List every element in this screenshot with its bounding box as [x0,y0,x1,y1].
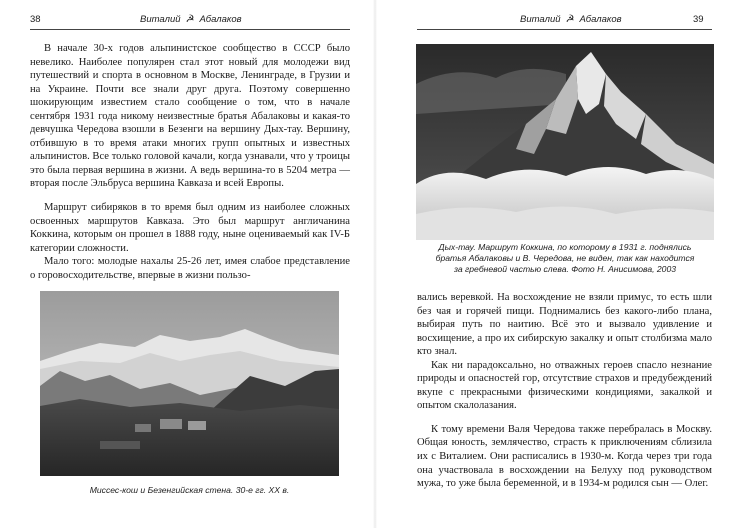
right-header-rule [417,29,712,30]
photo-caption-left: Миссес-кош и Безенгийская стена. 30-е гг. XX в. [89,485,290,495]
right-running-title [520,14,622,25]
running-title-first: Виталий [140,14,181,25]
running-title-last: Абалаков [579,14,622,25]
caption-line: Дых-тау. Маршрут Коккина, по которому в 1931 г. поднялись [438,242,692,252]
right-page-number: 39 [693,14,704,25]
right-running-head [375,14,750,28]
photo-misses-kosh-image [40,291,339,476]
paragraph: вались веревкой. На восхождение не взяли примус, то есть шли без чая и горячей пищи. Поднимались без какого-либо плана, выбирая путь по наитию. Всё это и вызвало удивление и восхищение, а про их сибирскую закалку и опыт столбизма мало кто знал. [417,292,712,358]
right-body-text [417,291,712,491]
caption-line: братья Абалаковы и В. Чередова, не виден, так как находится [435,253,695,263]
right-page [375,0,750,528]
hammer-sickle-icon: ☭ [185,14,195,25]
paragraph: В начале 30-х годов альпинистское сообщество в СССР было невелико. Наиболее популярен стал этот новый для молодежи вид путешествий и спорта в основном в Москве, Ленинграде, в Грузии и на Украине. Почти все знали друг друга. Поэтому совершенно шокирующим известием стало сообщение о том, что в начале сентября 1931 года никому неизвестные братья Абалаковы и какая-то девчушка Чередова взошли в Безенги на вершину Дых-тау. Вершину, отбившую в то время атаки многих групп опытных и известных альпинистов. Все только головой качали, когда узнавали, что у троицы это была первая вершина в жизни. А ведь вершина-то в 5204 метра — вторая после Эльбруса вершина Кавказа и всей Европы. [30,43,350,190]
photo-misses-kosh [40,291,339,476]
photo-dykh-tau [416,44,714,240]
caption-line: за гребневой частью слева. Фото Н. Анисимова, 2003 [453,264,677,274]
paragraph: Как ни парадоксально, но отважных героев спасло незнание природы и опасностей гор, отсутствие страхов и предубеждений вкупе с прекрасными физическими кондициями, закалкой и опытом скалолазания. [417,359,712,412]
paragraph: К тому времени Валя Чередова также перебралась в Москву. Общая юность, землячество, страсть к приключениям сблизила их с Виталием. Они расписались в 1930-м. Когда через три года она участвовала в восхождении на Белуху под руководством мужа, то уже была беременной, и в 1934-м родился сын — Олег. [417,423,712,490]
running-title-last: Абалаков [199,14,242,25]
paragraph: Мало того: молодые нахалы 25-26 лет, имея слабое представление о горовосходительстве, впервые в жизни пользо- [30,256,350,281]
left-body-text [30,42,350,282]
photo-dykh-tau-image [416,44,714,240]
photo-caption-right [416,242,714,275]
left-running-title [140,14,242,25]
left-header-rule [30,29,350,30]
hammer-sickle-icon: ☭ [565,14,575,25]
running-title-first: Виталий [520,14,561,25]
paragraph: Маршрут сибиряков в то время был одним из наиболее сложных освоенных маршрутов Кавказа. Это был маршрут англичанина Коккина, которым он прошел в 1888 году, ныне оцениваемый как IV-Б категории сложности. [30,202,350,254]
left-page-number: 38 [30,14,41,25]
left-running-head [0,14,375,28]
